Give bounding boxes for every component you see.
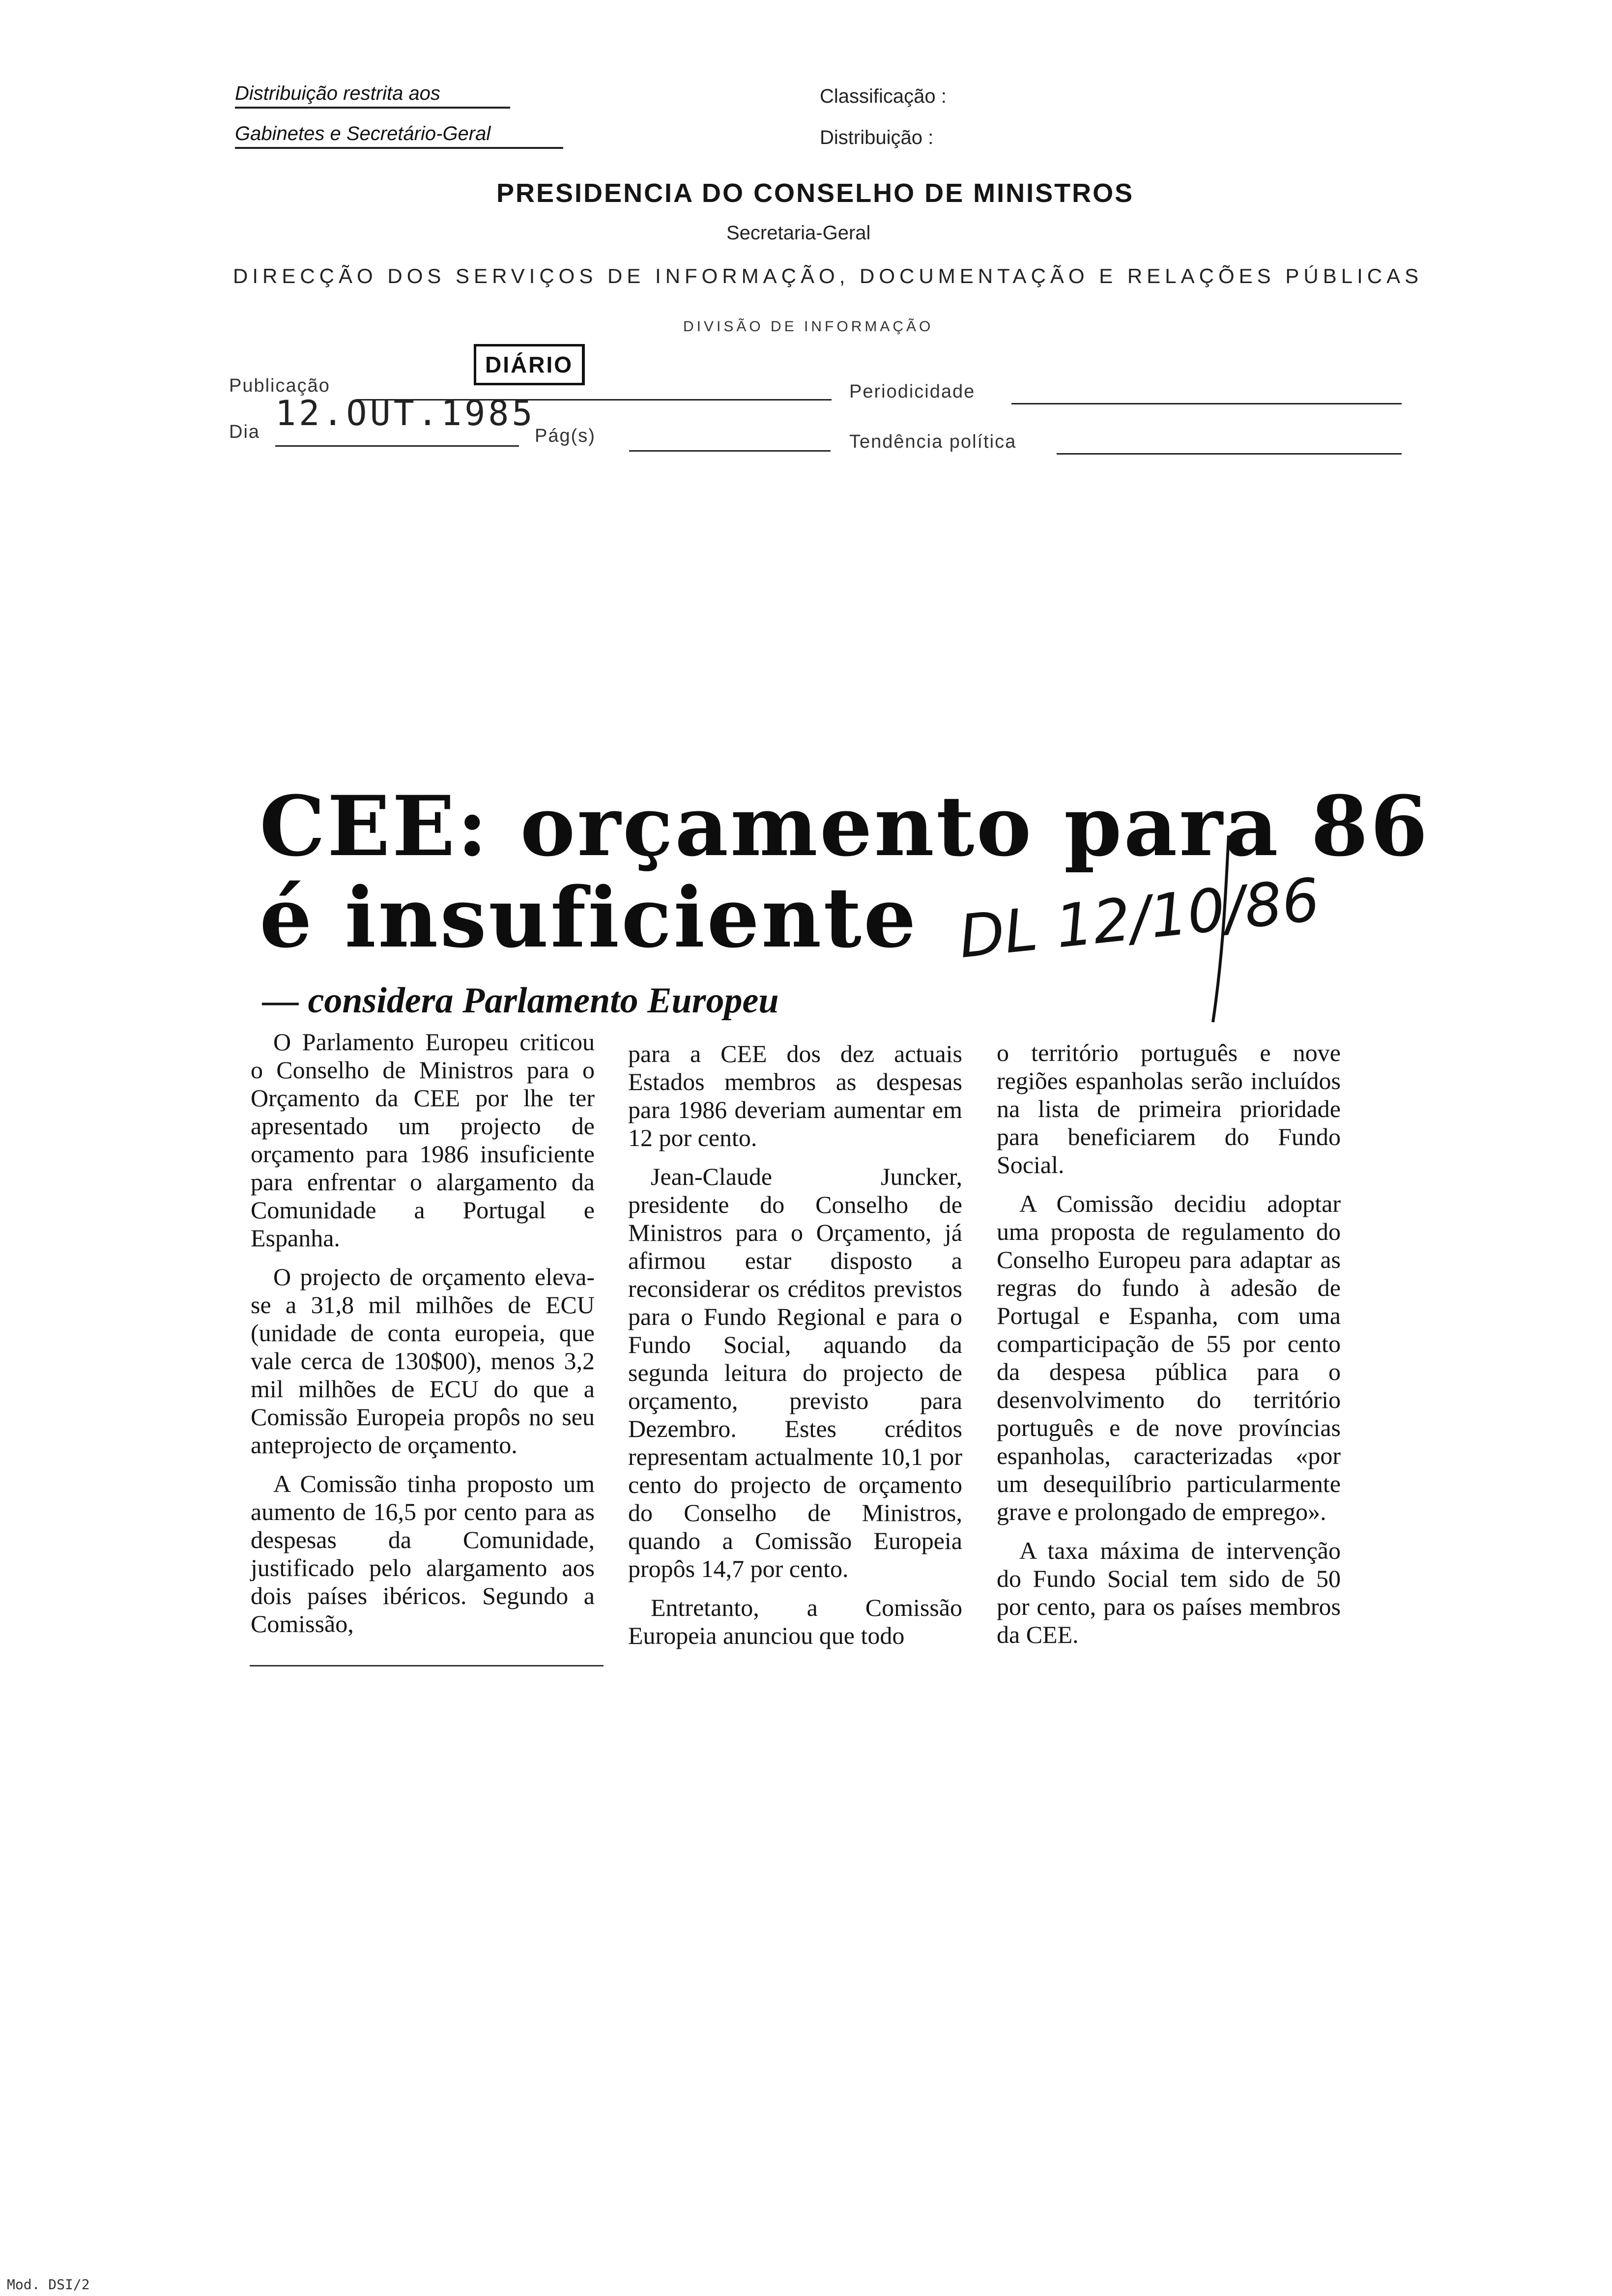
article-bottom-rule bbox=[250, 1665, 604, 1666]
column-1-paragraph: O Parlamento Europeu criticou o Conselho de Ministros para o Orçamento da CEE por lhe ter apresentado um projecto de orçamento para 1986 insuficiente para enfrentar o alargamento da Comunidade a Portugal e Espanha. bbox=[251, 1028, 595, 1252]
organization-title: PRESIDENCIA DO CONSELHO DE MINISTROS bbox=[496, 178, 1134, 208]
pags-label: Pág(s) bbox=[535, 426, 596, 446]
subheadline: — considera Parlamento Europeu bbox=[262, 980, 779, 1021]
publication-name-stamp: DIÁRIO bbox=[474, 344, 585, 385]
tendencia-field-line bbox=[1057, 453, 1402, 455]
handwritten-stroke bbox=[1209, 831, 1238, 1027]
column-2-paragraph: Entretanto, a Comissão Europeia anunciou que todo bbox=[628, 1594, 962, 1649]
column-3-paragraph: A Comissão decidiu adoptar uma proposta de regulamento do Conselho Europeu para adaptar as regras do fundo à adesão de Portugal e Espanha, com uma comparticipação de 55 por cento da despesa pública para o desenvolvimento do território português e de nove províncias espanholas, caracterizadas «por um desequilíbrio particularmente grave e prolongado de emprego». bbox=[997, 1190, 1341, 1525]
headline-line2: é insuficiente bbox=[259, 869, 918, 966]
dia-field-line bbox=[275, 445, 519, 447]
organization-subtitle: Secretaria-Geral bbox=[726, 222, 871, 244]
article-column-2 bbox=[628, 1040, 962, 1650]
restricted-distribution-line1: Distribuição restrita aos bbox=[235, 83, 510, 109]
column-1-paragraph: A Comissão tinha proposto um aumento de 16,5 por cento para as despesas da Comunidade, justificado pelo alargamento aos dois países ibéricos. Segundo a Comissão, bbox=[251, 1470, 595, 1637]
column-3-paragraph: o território português e nove regiões espanholas serão incluídos na lista de primeira prioridade para beneficiarem do Fundo Social. bbox=[997, 1039, 1341, 1178]
pags-field-line bbox=[629, 450, 831, 452]
column-3-paragraph: A taxa máxima de intervenção do Fundo Social tem sido de 50 por cento, para os países membros da CEE. bbox=[997, 1537, 1341, 1648]
tendencia-label: Tendência política bbox=[849, 431, 1017, 452]
department-line: DIRECÇÃO DOS SERVIÇOS DE INFORMAÇÃO, DOCUMENTAÇÃO E RELAÇÕES PÚBLICAS bbox=[233, 264, 1423, 287]
article-column-1 bbox=[251, 1028, 595, 1638]
handwritten-date-note: DL 12/10/86 bbox=[955, 865, 1323, 972]
column-1-paragraph: O projecto de orçamento eleva-se a 31,8 mil milhões de ECU (unidade de conta europeia, que vale cerca de 130$00), menos 3,2 mil milhões de ECU do que a Comissão Europeia propôs no seu anteprojecto de orçamento. bbox=[251, 1263, 595, 1459]
headline-line1: CEE: orçamento para 86 bbox=[259, 777, 1430, 875]
dia-label: Dia bbox=[229, 422, 260, 442]
column-2-paragraph: para a CEE dos dez actuais Estados membros as despesas para 1986 deveriam aumentar em 12 por cento. bbox=[628, 1040, 962, 1151]
periodicidade-label: Periodicidade bbox=[849, 381, 976, 402]
classification-label: Classificação : bbox=[820, 86, 947, 107]
column-2-paragraph: Jean-Claude Juncker, presidente do Conselho de Ministros para o Orçamento, já afirmou estar disposto a reconsiderar os créditos previstos para o Fundo Regional e para o Fundo Social, aquando da segunda leitura do projecto de orçamento, previsto para Dezembro. Estes créditos representam actualmente 10,1 por cento do projecto de orçamento do Conselho de Ministros, quando a Comissão Europeia propôs 14,7 por cento. bbox=[628, 1163, 962, 1582]
distribution-label: Distribuição : bbox=[820, 127, 934, 148]
periodicidade-field-line bbox=[1011, 403, 1402, 404]
division-line: DIVISÃO DE INFORMAÇÃO bbox=[683, 318, 934, 335]
restricted-distribution-line2: Gabinetes e Secretário-Geral bbox=[235, 123, 563, 149]
publicacao-label: Publicação bbox=[229, 375, 330, 396]
form-code: Mod. DSI/2 bbox=[7, 2276, 90, 2293]
article-column-3 bbox=[997, 1039, 1341, 1649]
date-stamp: 12.OUT.1985 bbox=[275, 393, 536, 433]
